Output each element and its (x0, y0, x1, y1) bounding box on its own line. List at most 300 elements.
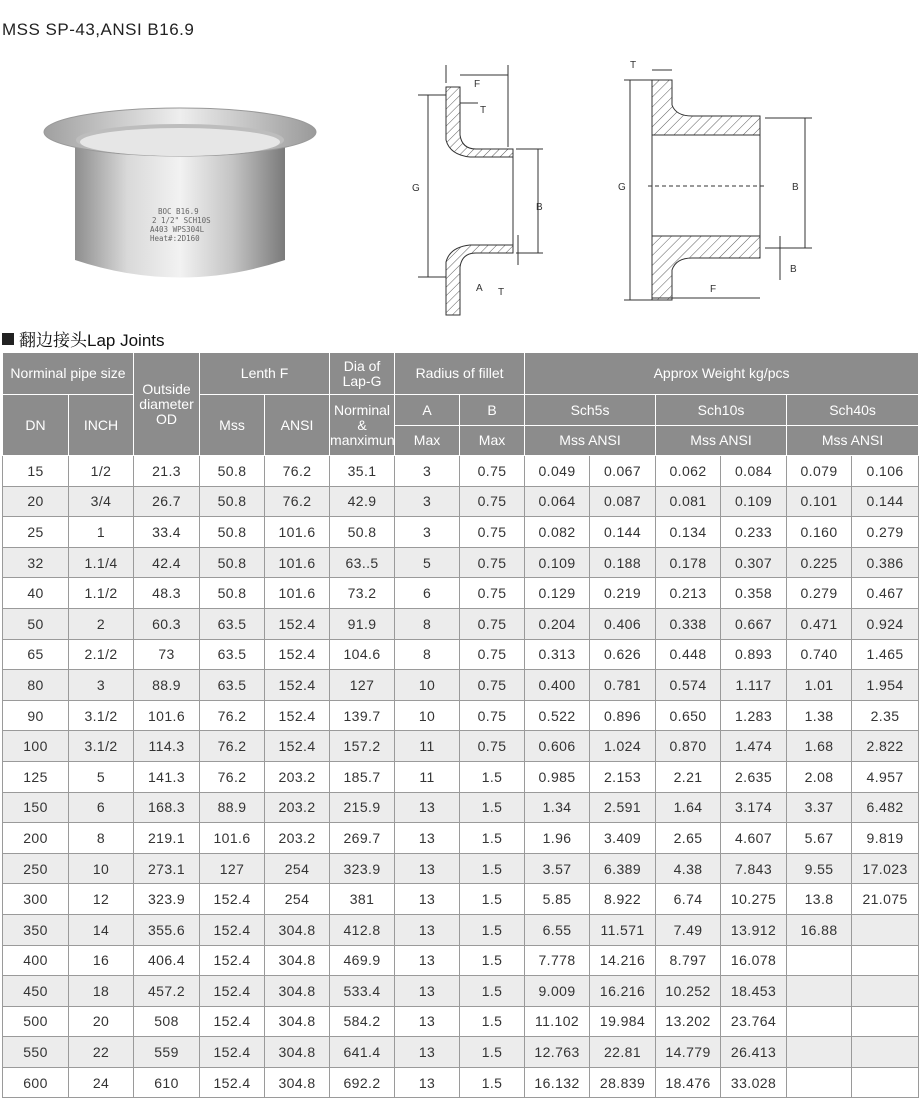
table-cell: 0.082 (525, 517, 590, 548)
header-sch10s: Sch10s (656, 395, 787, 426)
table-cell: 0.144 (852, 486, 919, 517)
table-cell: 35.1 (330, 456, 395, 487)
table-row (3, 792, 919, 823)
header-max-b: Max (460, 426, 525, 456)
header-dn: DN (3, 395, 69, 456)
table-cell: 203.2 (265, 823, 330, 854)
table-cell: 152.4 (200, 1037, 265, 1068)
table-cell (787, 976, 852, 1007)
header-mss: Mss (200, 395, 265, 456)
table-cell: 101.6 (134, 700, 200, 731)
section-drawing-right (600, 50, 830, 320)
table-cell: 152.4 (265, 670, 330, 701)
header-mss-ansi-10: Mss ANSI (656, 426, 787, 456)
table-cell (852, 976, 919, 1007)
table-cell: 5 (69, 761, 134, 792)
table-cell: 50 (3, 608, 69, 639)
table-cell: 4.957 (852, 761, 919, 792)
table-cell: 1.954 (852, 670, 919, 701)
table-cell: 3.37 (787, 792, 852, 823)
table-cell: 2.35 (852, 700, 919, 731)
table-cell: 0.574 (656, 670, 721, 701)
table-cell: 1.283 (721, 700, 787, 731)
table-cell: 11.571 (590, 914, 656, 945)
table-cell: 1.024 (590, 731, 656, 762)
table-cell: 6 (69, 792, 134, 823)
table-cell: 0.178 (656, 547, 721, 578)
table-cell: 2.1/2 (69, 639, 134, 670)
table-cell: 76.2 (200, 731, 265, 762)
header-sch5s: Sch5s (525, 395, 656, 426)
table-cell: 141.3 (134, 761, 200, 792)
table-cell: 203.2 (265, 761, 330, 792)
table-cell: 14.216 (590, 945, 656, 976)
table-cell: 304.8 (265, 1037, 330, 1068)
table-cell: 18.453 (721, 976, 787, 1007)
table-cell: 152.4 (265, 731, 330, 762)
table-cell: 168.3 (134, 792, 200, 823)
table-cell: 269.7 (330, 823, 395, 854)
table-cell: 6.55 (525, 914, 590, 945)
table-cell: 0.606 (525, 731, 590, 762)
table-cell: 8.922 (590, 884, 656, 915)
table-cell: 13 (395, 1037, 460, 1068)
table-cell: 0.204 (525, 608, 590, 639)
table-cell: 1.64 (656, 792, 721, 823)
table-cell (852, 1067, 919, 1098)
header-b: B (460, 395, 525, 426)
table-cell: 26.413 (721, 1037, 787, 1068)
table-cell: 91.9 (330, 608, 395, 639)
table-row (3, 731, 919, 762)
table-cell: 101.6 (265, 547, 330, 578)
table-cell: 16 (69, 945, 134, 976)
table-cell: 73.2 (330, 578, 395, 609)
table-cell: 2.65 (656, 823, 721, 854)
table-cell: 50.8 (200, 547, 265, 578)
table-cell: 1.5 (460, 884, 525, 915)
table-cell: 1.1/4 (69, 547, 134, 578)
table-cell: 9.55 (787, 853, 852, 884)
table-cell: 1.117 (721, 670, 787, 701)
table-cell: 26.7 (134, 486, 200, 517)
table-cell: 60.3 (134, 608, 200, 639)
table-cell: 0.870 (656, 731, 721, 762)
table-cell: 273.1 (134, 853, 200, 884)
table-cell: 0.75 (460, 486, 525, 517)
table-cell: 1.34 (525, 792, 590, 823)
table-cell: 0.106 (852, 456, 919, 487)
table-cell: 0.219 (590, 578, 656, 609)
table-row (3, 761, 919, 792)
table-cell: 0.279 (787, 578, 852, 609)
table-cell: 0.896 (590, 700, 656, 731)
table-cell: 0.467 (852, 578, 919, 609)
table-cell: 127 (200, 853, 265, 884)
table-cell: 152.4 (200, 976, 265, 1007)
table-cell: 40 (3, 578, 69, 609)
table-cell (787, 1037, 852, 1068)
table-cell: 0.522 (525, 700, 590, 731)
table-cell: 641.4 (330, 1037, 395, 1068)
table-cell: 5.67 (787, 823, 852, 854)
lap-joint-photo (40, 100, 320, 285)
table-cell: 22 (69, 1037, 134, 1068)
header-length: Lenth F (200, 353, 330, 395)
table-cell: 14 (69, 914, 134, 945)
table-cell: 125 (3, 761, 69, 792)
table-cell: 0.406 (590, 608, 656, 639)
table-cell: 100 (3, 731, 69, 762)
table-cell: 76.2 (200, 700, 265, 731)
drawing2-label-b: B (792, 182, 799, 193)
table-cell (787, 945, 852, 976)
table-cell: 600 (3, 1067, 69, 1098)
table-cell: 355.6 (134, 914, 200, 945)
drawing2-label-g: G (618, 182, 626, 193)
table-row (3, 853, 919, 884)
drawing1-label-t: T (480, 105, 487, 116)
header-dia-lap: Dia of Lap-G (330, 353, 395, 395)
table-cell: 1.5 (460, 823, 525, 854)
table-cell: 0.313 (525, 639, 590, 670)
table-cell: 0.75 (460, 670, 525, 701)
table-cell: 22.81 (590, 1037, 656, 1068)
table-row (3, 1006, 919, 1037)
table-cell: 0.188 (590, 547, 656, 578)
lap-joints-table (2, 352, 919, 1098)
table-cell: 0.75 (460, 731, 525, 762)
table-cell: 0.400 (525, 670, 590, 701)
table-cell: 8 (395, 639, 460, 670)
table-cell: 1.01 (787, 670, 852, 701)
header-inch: INCH (69, 395, 134, 456)
table-cell: 152.4 (265, 700, 330, 731)
table-cell: 152.4 (200, 914, 265, 945)
table-row (3, 1037, 919, 1068)
table-cell: 0.307 (721, 547, 787, 578)
table-cell: 76.2 (200, 761, 265, 792)
table-cell: 2.591 (590, 792, 656, 823)
table-cell: 76.2 (265, 456, 330, 487)
table-cell: 0.109 (525, 547, 590, 578)
table-cell (852, 914, 919, 945)
table-cell: 5.85 (525, 884, 590, 915)
drawing1-label-b: B (536, 202, 543, 213)
table-cell: 0.279 (852, 517, 919, 548)
table-cell: 152.4 (265, 639, 330, 670)
table-cell: 13 (395, 976, 460, 1007)
table-cell: 0.75 (460, 578, 525, 609)
table-cell: 4.38 (656, 853, 721, 884)
table-cell: 20 (3, 486, 69, 517)
stamp-line-3: A403 WPS304L (150, 225, 205, 234)
table-cell: 304.8 (265, 976, 330, 1007)
table-cell: 90 (3, 700, 69, 731)
table-cell: 508 (134, 1006, 200, 1037)
table-cell: 23.764 (721, 1006, 787, 1037)
table-cell: 10 (395, 700, 460, 731)
table-cell: 2 (69, 608, 134, 639)
table-cell: 0.049 (525, 456, 590, 487)
table-cell: 10 (395, 670, 460, 701)
table-cell: 50.8 (200, 456, 265, 487)
table-cell: 11 (395, 761, 460, 792)
table-cell: 6.482 (852, 792, 919, 823)
table-cell: 152.4 (200, 1067, 265, 1098)
header-nominal-pipe-size: Norminal pipe size (3, 353, 134, 395)
table-cell: 88.9 (134, 670, 200, 701)
table-cell: 0.213 (656, 578, 721, 609)
drawing2-label-f: F (710, 284, 717, 295)
table-cell: 114.3 (134, 731, 200, 762)
header-nominal-max: Norminal & manximun (330, 395, 395, 456)
table-cell: 323.9 (134, 884, 200, 915)
table-row (3, 914, 919, 945)
table-cell: 63.5 (200, 670, 265, 701)
table-cell: 1.5 (460, 1006, 525, 1037)
table-cell: 2.822 (852, 731, 919, 762)
table-cell: 80 (3, 670, 69, 701)
table-cell: 11.102 (525, 1006, 590, 1037)
table-cell: 28.839 (590, 1067, 656, 1098)
table-cell: 0.924 (852, 608, 919, 639)
drawing1-label-t2: T (498, 287, 505, 298)
table-cell: 127 (330, 670, 395, 701)
table-cell: 1.5 (460, 945, 525, 976)
standard-title: MSS SP-43,ANSI B16.9 (2, 20, 195, 39)
table-cell: 8 (395, 608, 460, 639)
table-row (3, 700, 919, 731)
table-cell: 0.75 (460, 547, 525, 578)
table-cell: 1.5 (460, 853, 525, 884)
table-cell (852, 1037, 919, 1068)
table-cell: 1.5 (460, 1067, 525, 1098)
table-cell: 14.779 (656, 1037, 721, 1068)
table-cell: 0.75 (460, 456, 525, 487)
table-cell: 104.6 (330, 639, 395, 670)
table-row (3, 945, 919, 976)
table-cell: 7.843 (721, 853, 787, 884)
table-row (3, 547, 919, 578)
table-cell: 1.68 (787, 731, 852, 762)
table-row (3, 486, 919, 517)
table-cell: 0.225 (787, 547, 852, 578)
table-cell: 12.763 (525, 1037, 590, 1068)
table-cell: 0.893 (721, 639, 787, 670)
table-cell: 2.153 (590, 761, 656, 792)
table-cell (787, 1006, 852, 1037)
table-cell: 18.476 (656, 1067, 721, 1098)
table-cell: 3 (395, 456, 460, 487)
table-cell: 3/4 (69, 486, 134, 517)
table-cell: 13 (395, 853, 460, 884)
table-cell: 10 (69, 853, 134, 884)
table-cell: 584.2 (330, 1006, 395, 1037)
table-cell: 10.275 (721, 884, 787, 915)
table-cell: 550 (3, 1037, 69, 1068)
table-cell: 533.4 (330, 976, 395, 1007)
table-cell: 2.635 (721, 761, 787, 792)
table-cell: 1.1/2 (69, 578, 134, 609)
table-cell: 1 (69, 517, 134, 548)
drawing1-label-f: F (474, 79, 481, 90)
table-row (3, 823, 919, 854)
table-cell: 200 (3, 823, 69, 854)
table-cell: 0.134 (656, 517, 721, 548)
table-cell: 0.75 (460, 608, 525, 639)
table-cell: 16.88 (787, 914, 852, 945)
table-cell: 5 (395, 547, 460, 578)
table-cell: 6.74 (656, 884, 721, 915)
table-cell: 8.797 (656, 945, 721, 976)
drawing2-label-t: T (630, 60, 637, 71)
table-cell: 13 (395, 1067, 460, 1098)
table-cell: 42.4 (134, 547, 200, 578)
table-cell (787, 1067, 852, 1098)
table-row (3, 639, 919, 670)
table-cell: 13.202 (656, 1006, 721, 1037)
table-cell: 50.8 (200, 578, 265, 609)
table-cell: 21.075 (852, 884, 919, 915)
table-cell: 50.8 (330, 517, 395, 548)
table-cell: 42.9 (330, 486, 395, 517)
table-cell: 0.667 (721, 608, 787, 639)
table-cell: 0.75 (460, 639, 525, 670)
table-cell: 203.2 (265, 792, 330, 823)
table-cell: 101.6 (265, 517, 330, 548)
table-cell: 3.409 (590, 823, 656, 854)
table-cell: 3.1/2 (69, 700, 134, 731)
table-cell: 3 (69, 670, 134, 701)
table-cell: 304.8 (265, 1006, 330, 1037)
table-cell: 0.740 (787, 639, 852, 670)
table-cell: 73 (134, 639, 200, 670)
table-cell: 10.252 (656, 976, 721, 1007)
table-cell: 13 (395, 1006, 460, 1037)
table-cell: 406.4 (134, 945, 200, 976)
table-cell: 304.8 (265, 914, 330, 945)
table-cell: 3.1/2 (69, 731, 134, 762)
table-cell: 2.21 (656, 761, 721, 792)
table-cell: 254 (265, 884, 330, 915)
section-drawing-left (398, 55, 568, 325)
table-cell: 215.9 (330, 792, 395, 823)
table-cell: 88.9 (200, 792, 265, 823)
table-cell: 1.5 (460, 792, 525, 823)
stamp-line-1: BOC B16.9 (158, 207, 199, 216)
table-cell: 0.233 (721, 517, 787, 548)
header-ansi: ANSI (265, 395, 330, 456)
table-row (3, 578, 919, 609)
table-cell: 1.96 (525, 823, 590, 854)
table-cell: 63.5 (200, 608, 265, 639)
table-cell: 76.2 (265, 486, 330, 517)
table-row (3, 517, 919, 548)
table-cell: 0.101 (787, 486, 852, 517)
table-cell: 16.132 (525, 1067, 590, 1098)
table-cell: 250 (3, 853, 69, 884)
table-cell: 13.912 (721, 914, 787, 945)
header-outside-diameter: Outside diameter OD (134, 353, 200, 456)
table-cell: 0.081 (656, 486, 721, 517)
table-row (3, 608, 919, 639)
table-cell: 7.49 (656, 914, 721, 945)
table-cell: 63..5 (330, 547, 395, 578)
stamp-line-4: Heat#:2D160 (150, 234, 200, 243)
table-cell: 152.4 (265, 608, 330, 639)
table-cell: 323.9 (330, 853, 395, 884)
table-cell: 33.4 (134, 517, 200, 548)
table-cell: 32 (3, 547, 69, 578)
table-cell: 6 (395, 578, 460, 609)
table-cell: 1/2 (69, 456, 134, 487)
table-cell: 0.129 (525, 578, 590, 609)
table-cell: 559 (134, 1037, 200, 1068)
table-cell: 18 (69, 976, 134, 1007)
table-cell (852, 945, 919, 976)
table-cell: 24 (69, 1067, 134, 1098)
header-approx-weight: Approx Weight kg/pcs (525, 353, 919, 395)
table-cell: 185.7 (330, 761, 395, 792)
drawing2-label-b2: B (790, 264, 797, 275)
table-cell: 11 (395, 731, 460, 762)
table-cell: 8 (69, 823, 134, 854)
table-cell: 50.8 (200, 486, 265, 517)
table-cell: 152.4 (200, 1006, 265, 1037)
table-cell: 1.5 (460, 976, 525, 1007)
table-cell: 500 (3, 1006, 69, 1037)
table-cell: 0.358 (721, 578, 787, 609)
header-radius-fillet: Radius of fillet (395, 353, 525, 395)
table-cell: 150 (3, 792, 69, 823)
table-cell: 13 (395, 884, 460, 915)
table-cell: 16.216 (590, 976, 656, 1007)
table-cell: 0.109 (721, 486, 787, 517)
table-cell: 304.8 (265, 1067, 330, 1098)
table-cell: 9.819 (852, 823, 919, 854)
table-cell: 0.985 (525, 761, 590, 792)
table-cell: 152.4 (200, 945, 265, 976)
table-cell: 0.160 (787, 517, 852, 548)
table-cell: 412.8 (330, 914, 395, 945)
table-cell: 13.8 (787, 884, 852, 915)
table-cell: 450 (3, 976, 69, 1007)
table-cell: 0.448 (656, 639, 721, 670)
table-cell: 101.6 (200, 823, 265, 854)
table-cell: 3 (395, 486, 460, 517)
table-cell: 3 (395, 517, 460, 548)
table-cell: 3.174 (721, 792, 787, 823)
table-cell: 19.984 (590, 1006, 656, 1037)
header-max-a: Max (395, 426, 460, 456)
table-cell: 1.465 (852, 639, 919, 670)
table-row (3, 1067, 919, 1098)
header-a: A (395, 395, 460, 426)
table-cell: 0.067 (590, 456, 656, 487)
table-cell: 21.3 (134, 456, 200, 487)
table-cell: 13 (395, 792, 460, 823)
table-cell: 219.1 (134, 823, 200, 854)
table-row (3, 670, 919, 701)
table-cell: 3.57 (525, 853, 590, 884)
section-title (2, 326, 165, 351)
table-cell: 1.38 (787, 700, 852, 731)
header-mss-ansi-40: Mss ANSI (787, 426, 919, 456)
table-cell: 254 (265, 853, 330, 884)
header-mss-ansi-5: Mss ANSI (525, 426, 656, 456)
table-row (3, 884, 919, 915)
